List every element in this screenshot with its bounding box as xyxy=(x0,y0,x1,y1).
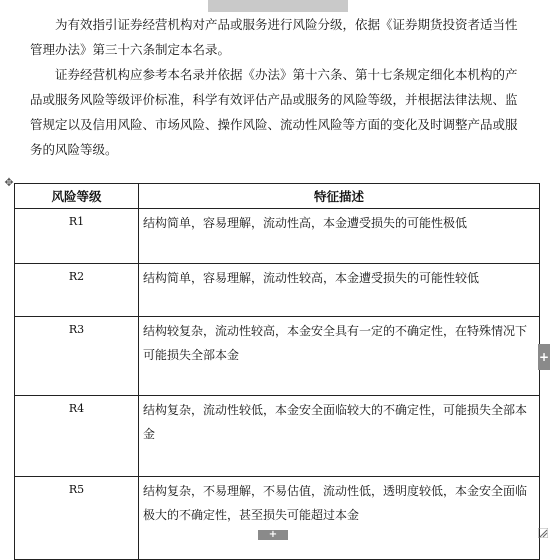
table-move-icon[interactable]: ✥ xyxy=(4,176,14,189)
plus-icon: + xyxy=(538,350,550,364)
add-row-button[interactable] xyxy=(258,530,288,540)
table-header-row xyxy=(15,184,540,209)
table-row xyxy=(15,396,540,477)
intro-paragraph-1 xyxy=(30,12,526,62)
header-risk-level: 风险等级 xyxy=(15,184,139,209)
table-row xyxy=(15,209,540,264)
risk-level-table xyxy=(14,183,540,560)
description-cell: 结构简单，容易理解，流动性较高，本金遭受损失的可能性较低 xyxy=(139,264,540,317)
top-tab-bar xyxy=(208,0,348,12)
table-row xyxy=(15,317,540,396)
risk-level-cell: R3 xyxy=(15,317,139,396)
description-cell: 结构复杂，流动性较低，本金安全面临较大的不确定性，可能损失全部本金 xyxy=(139,396,540,477)
intro-paragraph-2 xyxy=(30,62,526,162)
risk-level-cell: R2 xyxy=(15,264,139,317)
intro-paragraph-2-text: 证券经营机构应参考本名录并依据《办法》第十六条、第十七条规定细化本机构的产品或服务风险等级评价标准，科学有效评估产品或服务的风险等级，并根据法律法规、监管规定以及信用风险、市场风险、操作风险、流动性风险等方面的变化及时调整产品或服务的风险等级。 xyxy=(30,67,518,157)
description-cell: 结构复杂，不易理解，不易估值，流动性低，透明度较低，本金安全面临极大的不确定性，甚至损失可能超过本金 xyxy=(139,477,540,560)
risk-level-cell: R1 xyxy=(15,209,139,264)
add-column-button[interactable] xyxy=(538,344,550,370)
description-cell: 结构简单，容易理解，流动性高，本金遭受损失的可能性极低 xyxy=(139,209,540,264)
description-cell: 结构较复杂，流动性较高，本金安全具有一定的不确定性，在特殊情况下可能损失全部本金 xyxy=(139,317,540,396)
plus-icon: + xyxy=(268,529,278,540)
intro-paragraph-1-text: 为有效指引证券经营机构对产品或服务进行风险分级，依据《证券期货投资者适当性管理办法》第三十六条制定本名录。 xyxy=(30,17,518,57)
table-resize-icon[interactable] xyxy=(538,528,548,538)
header-description: 特征描述 xyxy=(139,184,540,209)
table-row xyxy=(15,264,540,317)
risk-level-cell: R5 xyxy=(15,477,139,560)
table-row xyxy=(15,477,540,560)
risk-level-cell: R4 xyxy=(15,396,139,477)
